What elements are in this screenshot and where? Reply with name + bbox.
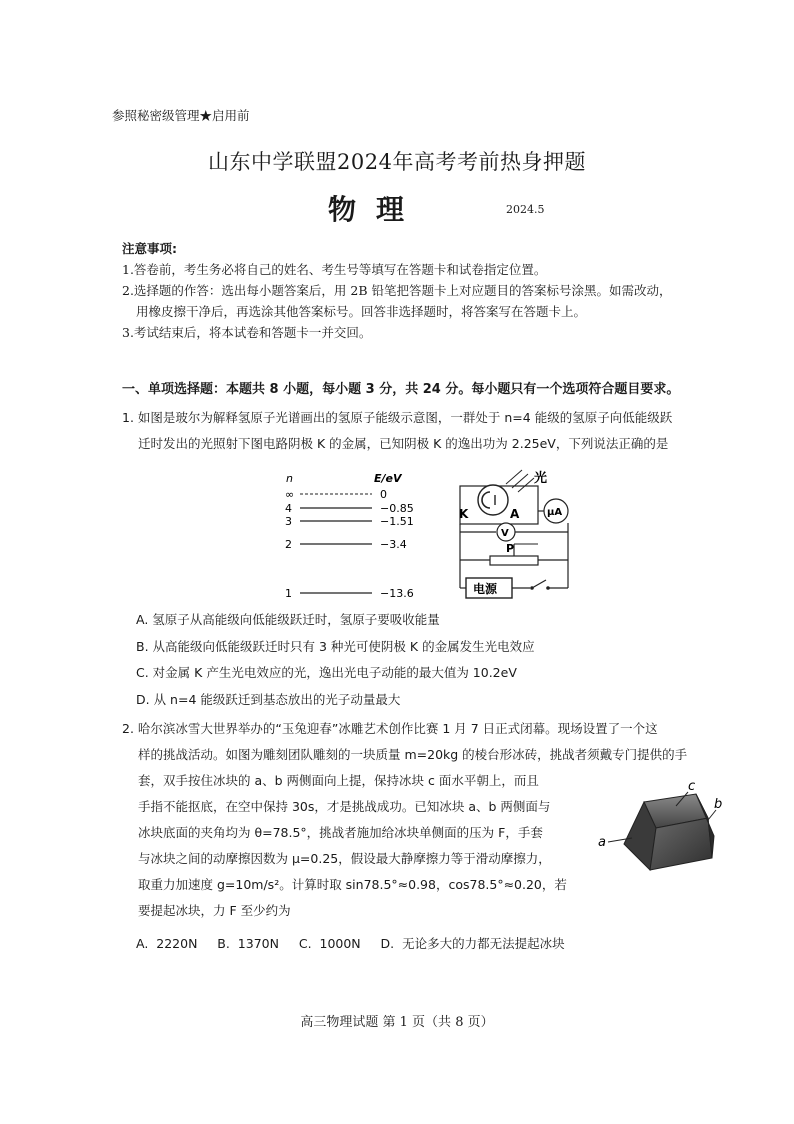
question-1 — [122, 405, 742, 457]
n-axis-label: n — [286, 472, 293, 485]
subject-title: 物理 — [328, 193, 425, 226]
q1-option-d: D. 从 n=4 能级跃迁到基态放出的光子动量最大 — [136, 692, 401, 707]
level-n-label: 2 — [285, 538, 292, 551]
rheostat — [490, 556, 538, 565]
notes-item: 2.选择题的作答：选出每小题答案后，用 2B 铅笔把答题卡上对应题目的答案标号涂黑。如需改动， — [122, 283, 672, 298]
level-energy-label: −1.51 — [380, 515, 414, 528]
level-energy-label: −3.4 — [380, 538, 407, 551]
energy-axis-label: E/eV — [374, 472, 402, 485]
q2-option-c: C. 1000N — [298, 936, 361, 951]
slider-label: P — [506, 542, 515, 555]
face-b-label: b — [714, 797, 723, 812]
question-text: 1. 如图是玻尔为解释氢原子光谱画出的氢原子能级示意图，一群处于 n=4 能级的氢原子向低能级跃 — [122, 410, 673, 425]
confidentiality-label: 参照秘密级管理★启用前 — [112, 108, 250, 123]
q2-option-a: A. 2220N — [136, 936, 198, 951]
level-energy-label: −0.85 — [380, 502, 414, 515]
question-text: 手指不能抠底，在空中保持 30s，才是挑战成功。已知冰块 a、b 两侧面与 — [138, 799, 551, 814]
notes-item: 3.考试结束后，将本试卷和答题卡一并交回。 — [122, 325, 372, 340]
q2-option-b: B. 1370N — [217, 936, 279, 951]
question-text: 2. 哈尔滨冰雪大世界举办的“玉兔迎春”冰雕艺术创作比赛 1 月 7 日正式闭幕。现场设置了一个这 — [122, 721, 658, 736]
question-text: 取重力加速度 g=10m/s²。计算时取 sin78.5°≈0.98，cos78.5°≈0.20，若 — [138, 877, 567, 892]
light-label: 光 — [534, 471, 548, 486]
q1-option-a: A. 氢原子从高能级向低能级跃迁时，氢原子要吸收能量 — [136, 612, 440, 627]
notes-item: 用橡皮擦干净后，再选涂其他答案标号。回答非选择题时，将答案写在答题卡上。 — [136, 304, 587, 319]
anode-label: A — [510, 507, 520, 521]
q2-option-d: D. 无论多大的力都无法提起冰块 — [380, 936, 565, 951]
ice-block-figure — [596, 774, 726, 886]
question-text: 与冰块之间的动摩擦因数为 μ=0.25，假设最大静摩擦力等于滑动摩擦力， — [138, 851, 551, 866]
switch — [532, 580, 546, 588]
q2-options — [136, 934, 565, 952]
level-n-label: ∞ — [285, 488, 295, 501]
level-energy-label: 0 — [380, 488, 387, 501]
question-text: 样的挑战活动。如图为雕刻团队雕刻的一块质量 m=20kg 的棱台形冰砖，挑战者须戴专门提供的手 — [138, 747, 688, 762]
question-text: 套，双手按住冰块的 a、b 两侧面向上提，保持冰块 c 面水平朝上，而且 — [138, 773, 539, 788]
energy-level-circuit-figure — [280, 468, 580, 603]
notes-item: 1.答卷前，考生务必将自己的姓名、考生号等填写在答题卡和试卷指定位置。 — [122, 262, 547, 277]
face-a-label: a — [598, 835, 606, 850]
exam-date: 2024.5 — [506, 203, 545, 216]
voltmeter-label: V — [501, 528, 509, 539]
q1-option-b: B. 从高能级向低能级跃迁时只有 3 种光可使阴极 K 的金属发生光电效应 — [136, 639, 535, 654]
exam-title: 山东中学联盟2024年高考考前热身押题 — [208, 150, 586, 174]
level-energy-label: −13.6 — [380, 587, 414, 600]
photoelectric-circuit — [459, 470, 568, 598]
notes-heading: 注意事项: — [122, 241, 177, 256]
microammeter-label: μA — [547, 507, 563, 518]
question-text: 要提起冰块，力 F 至少约为 — [138, 903, 291, 918]
level-n-label: 4 — [285, 502, 292, 515]
cathode-label: K — [459, 507, 469, 521]
question-text: 迁时发出的光照射下图电路阴极 K 的金属，已知阴极 K 的逸出功为 2.25eV，下列说法正确的是 — [138, 436, 669, 451]
notes-block — [122, 238, 742, 343]
level-n-label: 1 — [285, 587, 292, 600]
face-c-label: c — [688, 779, 696, 794]
section-heading: 一、单项选择题：本题共 8 小题，每小题 3 分，共 24 分。每小题只有一个选项符合题目要求。 — [122, 382, 680, 397]
question-text: 冰块底面的夹角均为 θ=78.5°，挑战者施加给冰块单侧面的压为 F，手套 — [138, 825, 543, 840]
q1-option-c: C. 对金属 K 产生光电效应的光，逸出光电子动能的最大值为 10.2eV — [136, 665, 517, 680]
power-source-label: 电源 — [473, 582, 498, 596]
level-n-label: 3 — [285, 515, 292, 528]
page-footer: 高三物理试题 第 1 页（共 8 页） — [300, 1015, 494, 1030]
